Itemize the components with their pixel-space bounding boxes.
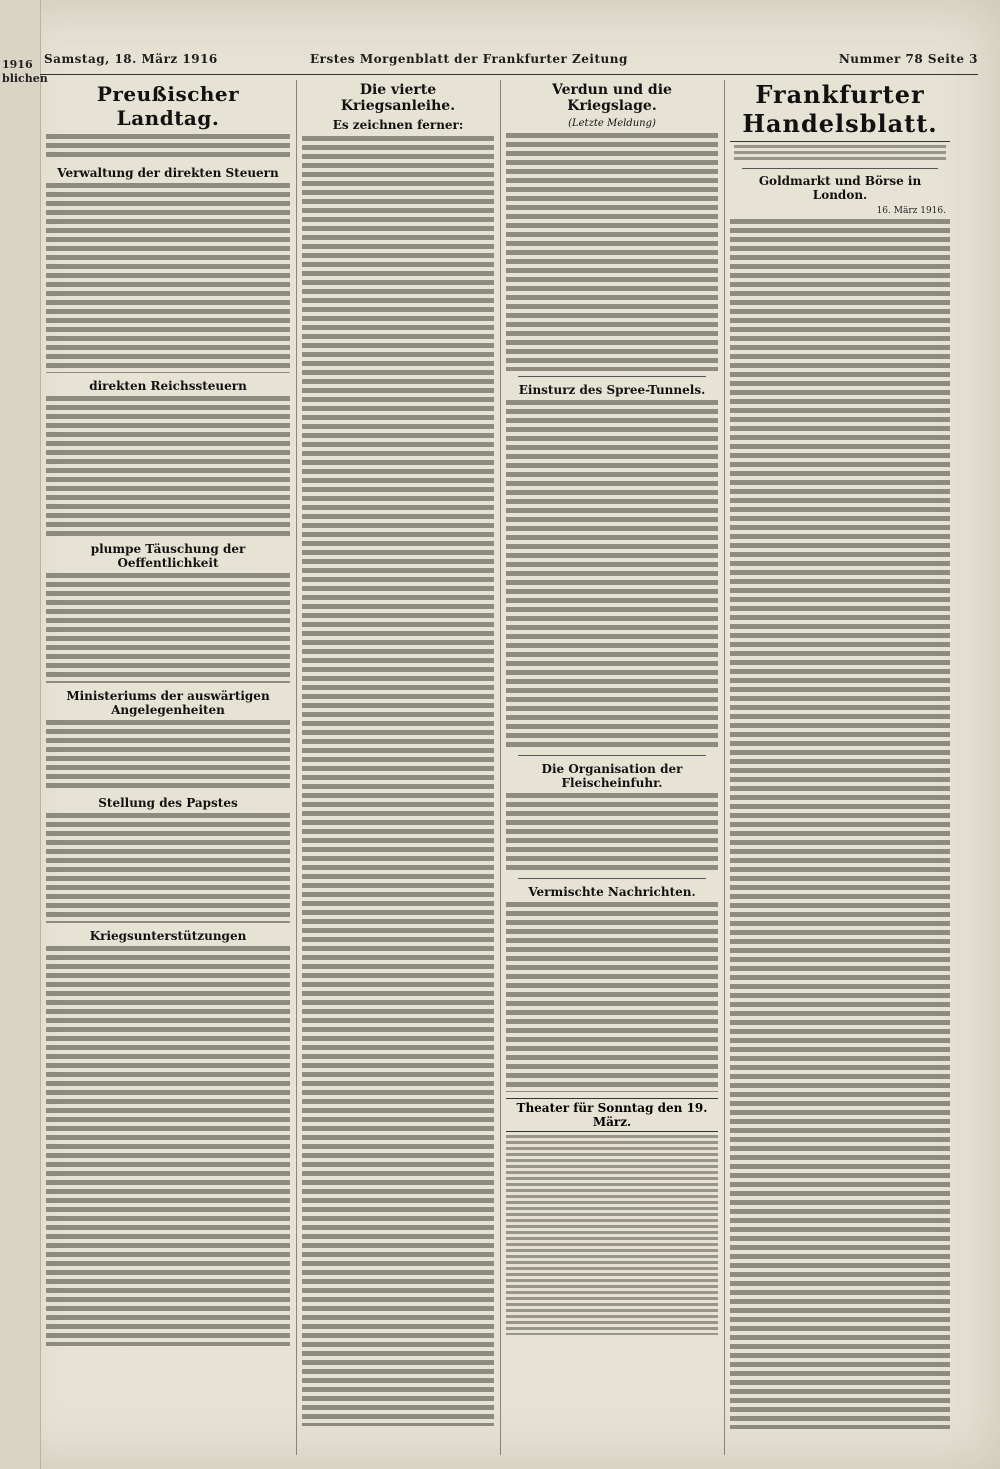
column-3 — [506, 80, 718, 1455]
article-subheadline: (Letzte Meldung) — [568, 118, 656, 129]
section-divider — [518, 878, 706, 879]
section-headline: Stellung des Papstes — [98, 796, 238, 810]
article-headline: Goldmarkt und Börse in London. — [758, 174, 922, 202]
body-text-texture — [506, 793, 718, 873]
column-rule — [724, 80, 725, 1455]
column-1 — [46, 80, 290, 1455]
theater-listings-texture — [506, 1135, 718, 1335]
body-text-texture — [46, 396, 290, 536]
section-divider — [742, 168, 938, 169]
body-text-texture — [506, 133, 718, 371]
body-text-texture — [46, 946, 290, 1346]
body-text-texture — [506, 902, 718, 1092]
body-text-texture — [46, 183, 290, 373]
section-headline: Ministeriums der auswärtigen Angelegenheiten — [66, 689, 270, 717]
section-masthead: Frankfurter Handelsblatt. — [730, 80, 950, 142]
page-header — [40, 52, 978, 75]
section-headline: Einsturz des Spree-Tunnels. — [518, 383, 706, 397]
section-headline: plumpe Täuschung der Oeffentlichkeit — [90, 542, 246, 570]
body-text-texture — [46, 573, 290, 683]
adjacent-page-strip — [0, 0, 48, 1469]
article-subheadline: Es zeichnen ferner: — [332, 118, 464, 132]
article-dateline: 16. März 1916. — [876, 206, 946, 216]
body-text-texture — [730, 219, 950, 1429]
body-text-texture — [46, 134, 290, 160]
header-page-number: Nummer 78 Seite 3 — [838, 52, 978, 66]
column-rule — [500, 80, 501, 1455]
body-text-texture — [46, 720, 290, 790]
body-text-texture — [46, 813, 290, 923]
column-rule — [296, 80, 297, 1455]
section-divider — [518, 376, 706, 377]
section-headline: Vermischte Nachrichten. — [528, 885, 696, 899]
strip-fragment: blichen — [2, 72, 48, 85]
masthead-subtitle-texture — [734, 145, 946, 163]
section-divider — [518, 755, 706, 756]
header-publication: Erstes Morgenblatt der Frankfurter Zeitung — [310, 52, 628, 66]
header-date: Samstag, 18. März 1916 — [44, 52, 218, 66]
column-2 — [302, 80, 494, 1455]
section-headline: Verwaltung der direkten Steuern — [57, 166, 279, 180]
section-headline: direkten Reichssteuern — [89, 379, 247, 393]
article-headline: Verdun und die Kriegslage. — [552, 82, 672, 114]
column-4 — [730, 80, 950, 1455]
section-headline: Theater für Sonntag den 19. März. — [506, 1098, 718, 1132]
section-headline: Die Organisation der Fleischeinfuhr. — [541, 762, 683, 790]
subscriber-list-texture — [302, 136, 494, 1426]
article-headline: Die vierte Kriegsanleihe. — [340, 82, 456, 114]
body-text-texture — [506, 400, 718, 750]
section-headline: Kriegsunterstützungen — [89, 929, 247, 943]
article-headline: Preußischer Landtag. — [96, 82, 240, 130]
strip-fragment: 1916 — [2, 58, 33, 71]
